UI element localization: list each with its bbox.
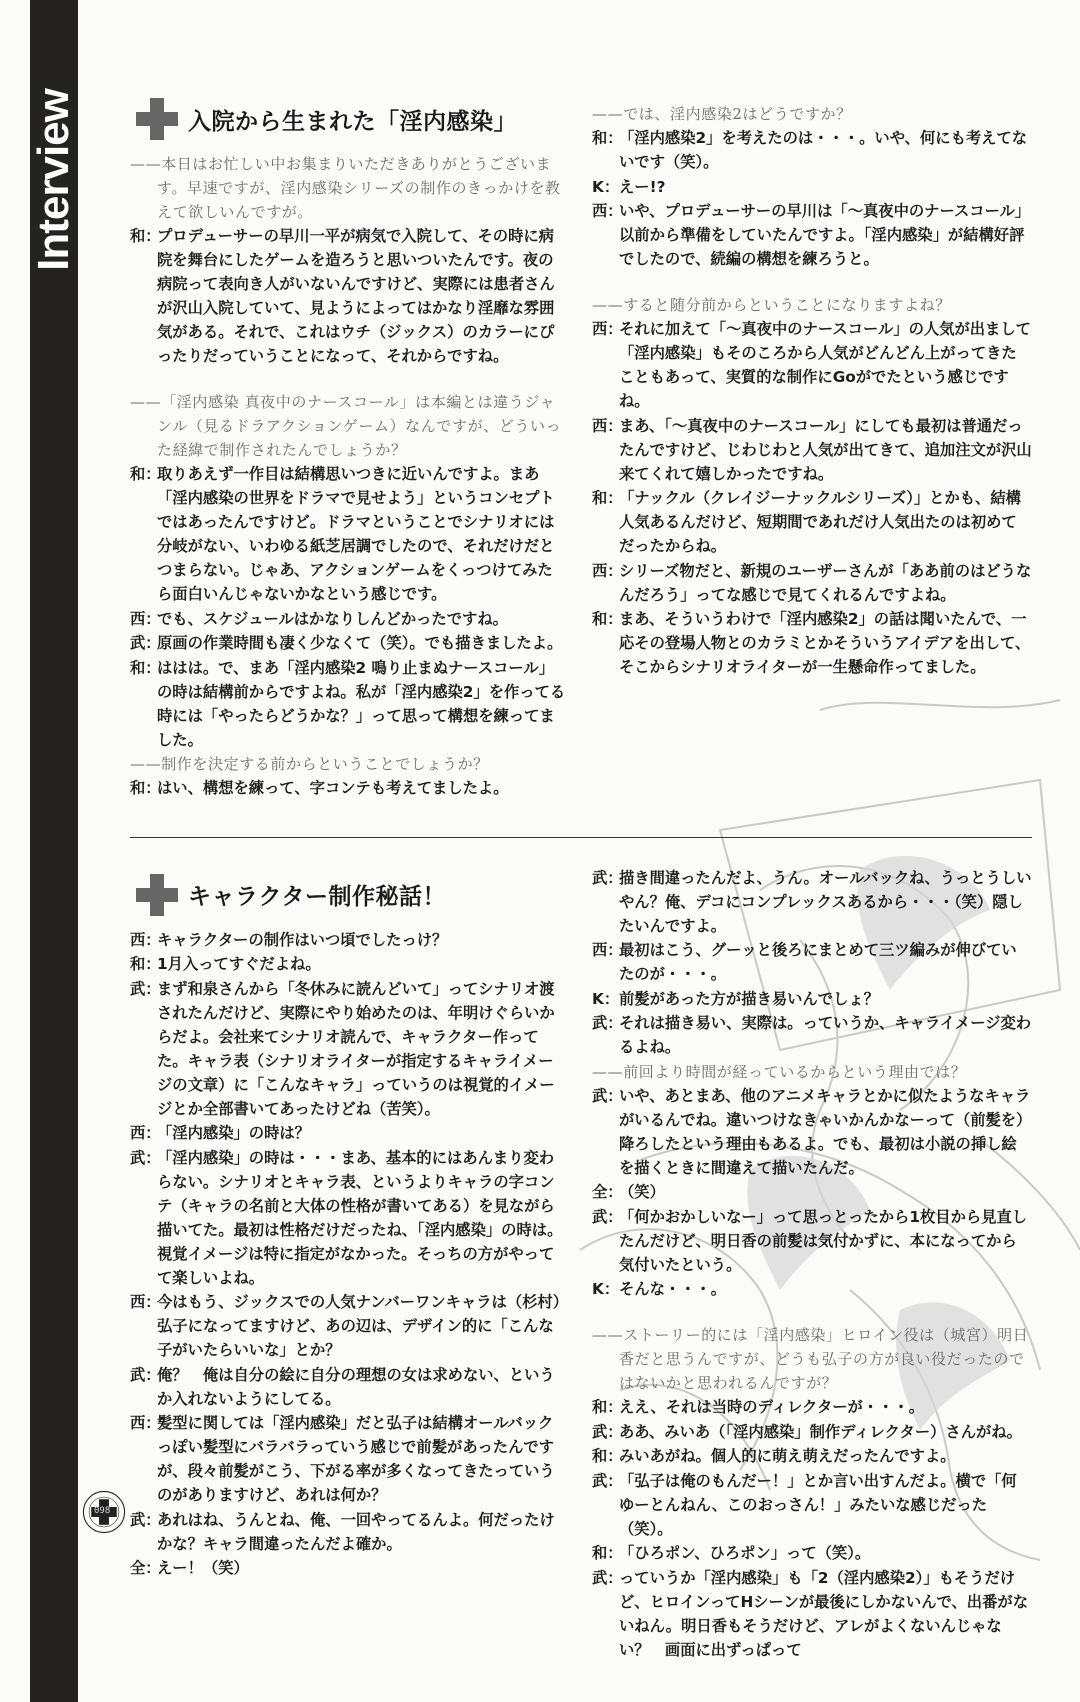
dialogue-text: （笑）	[619, 1183, 665, 1201]
dialogue-text: でも、スケジュールはかなりしんどかったですね。	[157, 609, 508, 628]
dialogue-text: 「何かおかしいなー」って思っとったから1枚目から見直したんだけど、明日香の前髪は気付かずに、本になってから気付いたという。	[619, 1207, 1028, 1274]
speaker-label: 和：	[130, 227, 161, 245]
speaker-label: 西：	[130, 1414, 161, 1432]
dialogue-entry	[592, 1566, 1032, 1662]
dialogue-text: そんな・・・。	[619, 1280, 727, 1298]
dialogue-text: 描き間違ったんだよ、うん。オールバックね、うっとうしいやん？俺、デコにコンプレックスあるから・・・（笑）隠したいんですよ。	[619, 868, 1032, 935]
dialogue-entry	[592, 1395, 1032, 1419]
speaker-label: 西：	[592, 202, 623, 220]
dialogue-block	[592, 1323, 1032, 1662]
speaker-label: 武：	[592, 1207, 623, 1226]
dialogue-block	[592, 866, 1032, 1302]
speaker-label: 武：	[130, 1510, 161, 1529]
speaker-label: 和：	[592, 1398, 623, 1416]
speaker-label: 西：	[130, 930, 161, 949]
speaker-label: 西：	[592, 416, 623, 435]
dialogue-entry	[592, 486, 1032, 558]
dialogue-entry	[592, 1011, 1032, 1059]
dialogue-entry	[592, 607, 1032, 679]
dialogue-text: 取りあえず一作目は結構思いつきに近いんですよ。まあ「淫内感染の世界をドラマで見せよう」というコンセプトではあったんですけど。ドラマということでシナリオには分岐がない、いわゆる紙芝居調でしたので、それだけだとつまらない。じゃあ、アクションゲームをくっつけてみたら面白いんじゃないかなという感じです。	[157, 465, 555, 603]
text-column-top-right	[592, 98, 1032, 680]
dialogue-text: まず和泉さんから「冬休みに読んどいて」ってシナリオ渡されたんだけど、実際にやり始めたのは、年明けぐらいからだよ。会社来てシナリオ読んで、キャラクター作ってた。キャラ表（シナリオライターが指定するキャライメージの文章）に「こんなキャラ」っていうのは視覚的イメージとか全部書いてあったけどね（苦笑）。	[157, 979, 555, 1118]
dialogue-entry	[130, 1363, 568, 1411]
speaker-label: 西：	[592, 320, 623, 338]
text-column-top-left	[130, 98, 568, 801]
dialogue-text: 1月入ってすぐだよね。	[157, 955, 321, 973]
dialogue-entry	[592, 938, 1032, 986]
speaker-label: 武：	[592, 1568, 623, 1587]
dialogue-text: 前髪があった方が描き易いんでしょ？	[619, 989, 879, 1008]
text-column-bottom-left	[130, 874, 568, 1581]
section-title: 入院から生まれた「淫内感染」	[188, 108, 517, 135]
interviewer-question: ——「淫内感染 真夜中のナースコール」は本編とは違うジャンル（見るドラアクションゲーム）なんですが、どういった経緯で制作されたんでしょうか？	[130, 393, 562, 459]
dialogue-text: 髪型に関しては「淫内感染」だと弘子は結構オールバックっぽい髪型にバラバラっていう感じで前髪があったんですが、段々前髪がこう、下がる率が多くなってきたっていうのがありますけど、あれは何か？	[157, 1414, 555, 1504]
dialogue-text: いや、あとまあ、他のアニメキャラとかに似たようなキャラがいるんでね。違いつけなきゃいかんかなーって（前髪を）降ろしたという理由もあるよ。でも、最初は小説の挿し絵を描くときに間違えて描いたんだ。	[619, 1086, 1032, 1177]
dialogue-text: 「ナックル（クレイジーナックルシリーズ）」とかも、結構人気あるんだけど、短期間であれだけ人気出たのは初めてだったからね。	[619, 489, 1021, 555]
dialogue-block	[130, 152, 568, 368]
speaker-label: 武：	[130, 979, 161, 998]
dialogue-entry	[592, 1180, 1032, 1204]
dialogue-text: 「淫内感染2」を考えたのは・・・。いや、何にも考えてないです（笑）。	[619, 129, 1028, 171]
speaker-label: 和：	[592, 1544, 623, 1562]
dialogue-text: 俺？ 俺は自分の絵に自分の理想の女は求めない、というか入れないようにしてる。	[157, 1365, 555, 1408]
dialogue-entry	[130, 607, 568, 631]
speaker-label: 西：	[130, 609, 161, 628]
dialogue-entry	[592, 559, 1032, 607]
dialogue-text: あれはね、うんとね、俺、一回やってるんよ。何だったけかな？キャラ間違ったんだよ確か。	[157, 1510, 555, 1553]
dialogue-entry	[130, 977, 568, 1121]
dialogue-text: キャラクターの制作はいつ頃でしたっけ？	[157, 930, 448, 949]
dialogue-entry	[130, 462, 568, 606]
interviewer-question: ——すると随分前からということになりますよね？	[592, 296, 951, 314]
dialogue-entry	[592, 866, 1032, 938]
dialogue-entry	[592, 1205, 1032, 1277]
dialogue-entry	[592, 1469, 1032, 1541]
speaker-label: 西：	[130, 1293, 161, 1311]
dialogue-text: っていうか「淫内感染」も「2（淫内感染2）」もそうだけど、ヒロインってHシーンが最後にしかないんで、出番がないねん。明日香もそうだけど、アレがよくないんじゃない？ 画面に出ずっぱって	[619, 1568, 1028, 1659]
dialogue-text: はい、構想を練って、字コンテも考えてましたよ。	[157, 779, 509, 797]
dialogue-entry	[592, 1420, 1032, 1444]
dialogue-text: ははは。で、まあ「淫内感染2 鳴り止まぬナースコール」の時は結構前からですよね。私が「淫内感染2」を作ってる時には「やったらどうかな？」って思って構想を練ってました。	[157, 658, 566, 749]
section-heading-character	[136, 874, 568, 916]
dialogue-text: それに加えて「〜真夜中のナースコール」の人気が出まして「淫内感染」もそのころから人気がどんどん上がってきたこともあって、実質的な制作にGoがでたという感じですね。	[619, 320, 1031, 410]
dialogue-text: 原画の作業時間も凄く少なくて（笑）。でも描きましたよ。	[157, 634, 563, 652]
dialogue-text: まあ、そういうわけで「淫内感染2」の話は聞いたんで、一応その登場人物とのカラミとかそういうアイデアを出して、そこからシナリオライターが一生懸命作ってました。	[619, 610, 1031, 676]
dialogue-block	[592, 102, 1032, 271]
dialogue-entry	[592, 987, 1032, 1011]
dialogue-entry	[592, 199, 1032, 271]
speaker-label: 西：	[130, 1124, 161, 1142]
section-divider	[130, 837, 1032, 838]
dialogue-entry	[130, 928, 568, 952]
dialogue-text: 「ひろポン、ひろポン」って（笑）。	[619, 1544, 871, 1562]
dialogue-block	[592, 293, 1032, 679]
column-content	[130, 928, 568, 1581]
speaker-label: 和：	[130, 955, 161, 973]
dialogue-text: ええ、それは当時のディレクターが・・・。	[619, 1398, 925, 1416]
dialogue-text: 最初はこう、グーッと後ろにまとめて三ツ編みが伸びていたのが・・・。	[619, 941, 1017, 983]
dialogue-text: 「淫内感染」の時は？	[157, 1124, 310, 1142]
speaker-label: 全：	[130, 1559, 161, 1577]
speaker-label: 西：	[592, 561, 623, 580]
speaker-label: 武：	[592, 1086, 623, 1105]
interviewer-question: ——ストーリー的には「淫内感染」ヒロイン役は（城宮）明日香だと思うんですが、どうも弘子の方が良い役だったのではないかと思われるんですが？	[592, 1326, 1029, 1392]
interviewer-question: ——前回より時間が経っているからという理由では？	[592, 1062, 967, 1081]
page-number: 098	[94, 1506, 111, 1516]
speaker-label: K：	[592, 1280, 620, 1298]
dialogue-text: シリーズ物だと、新規のユーザーさんが「ああ前のはどうなんだろう」ってな感じで見てくれるんですよね。	[619, 561, 1032, 604]
interviewer-question: ——制作を決定する前からということでしょうか？	[130, 755, 489, 773]
speaker-label: 武：	[592, 1471, 623, 1490]
dialogue-entry	[592, 1541, 1032, 1565]
dialogue-entry	[130, 1121, 568, 1145]
dialogue-entry	[130, 1411, 568, 1507]
speaker-label: 武：	[130, 1148, 161, 1167]
dialogue-entry	[592, 175, 1032, 199]
cross-icon	[136, 874, 178, 916]
fanbook-seal-logo	[82, 1490, 126, 1534]
dialogue-text: プロデューサーの早川一平が病気で入院して、その時に病院を舞台にしたゲームを造ろうと思いついたんです。夜の病院って表向き人がいないんですけど、実際には患者さんが沢山入院していて、見ようによってはかなり淫靡な雰囲気がある。それで、これはウチ（ジックス）のカラーにぴったりだっていうことになって、それからですね。	[157, 227, 555, 365]
dialogue-text: えー！（笑）	[157, 1559, 249, 1577]
speaker-label: 和：	[130, 465, 161, 483]
dialogue-entry	[130, 224, 568, 368]
dialogue-entry	[592, 414, 1032, 486]
dialogue-text: 「弘子は俺のもんだー！」とか言い出すんだよ。横で「何ゆーとんねん、このおっさん！」みたいな感じだった（笑）。	[619, 1471, 1017, 1538]
dialogue-text: それは描き易い、実際は。っていうか、キャライメージ変わるよね。	[619, 1014, 1032, 1056]
dialogue-entry	[130, 1508, 568, 1556]
dialogue-entry	[130, 631, 568, 655]
speaker-label: 和：	[592, 1447, 623, 1465]
speaker-label: K：	[592, 177, 620, 196]
dialogue-text: みいあがね。個人的に萌え萌えだったんですよ。	[619, 1447, 956, 1465]
dialogue-text: 今はもう、ジックスでの人気ナンバーワンキャラは（杉村）弘子になってますけど、あの辺は、デザイン的に「こんな子がいたらいいな」とか？	[157, 1293, 561, 1359]
section-title: キャラクター制作秘話！	[188, 884, 447, 910]
dialogue-entry	[130, 1146, 568, 1290]
speaker-label: K：	[592, 989, 620, 1008]
dialogue-block	[130, 390, 568, 800]
speaker-label: 和：	[130, 779, 161, 797]
speaker-label: 武：	[592, 1422, 623, 1441]
speaker-label: 西：	[592, 941, 623, 959]
text-column-bottom-right	[592, 862, 1032, 1663]
speaker-label: 和：	[130, 658, 161, 677]
speaker-label: 和：	[592, 489, 623, 507]
dialogue-entry	[130, 1290, 568, 1362]
interviewer-question: ——本日はお忙しい中お集まりいただきありがとうございます。早速ですが、淫内感染シリーズの制作のきっかけを教えて欲しいんですが。	[130, 155, 561, 221]
dialogue-entry	[130, 776, 568, 800]
cross-icon	[136, 98, 178, 140]
interviewer-question: ——では、淫内感染2はどうですか？	[592, 105, 852, 123]
dialogue-text: ああ、みいあ（「淫内感染」制作ディレクター）さんがね。	[619, 1422, 1022, 1441]
speaker-label: 全：	[592, 1183, 623, 1201]
speaker-label: 武：	[592, 1014, 623, 1032]
sidebar-title: Interview	[29, 89, 78, 271]
section-character	[130, 868, 1032, 1663]
dialogue-entry	[592, 317, 1032, 413]
dialogue-entry	[130, 1556, 568, 1580]
dialogue-text: えー!?	[619, 177, 666, 196]
speaker-label: 和：	[592, 129, 623, 147]
dialogue-text: いや、プロデューサーの早川は「〜真夜中のナースコール」以前から準備をしていたんですよ。「淫内感染」が結構好評でしたので、続編の構想を練ろうと。	[619, 202, 1031, 268]
speaker-label: 武：	[130, 1365, 161, 1384]
dialogue-entry	[592, 1084, 1032, 1180]
dialogue-entry	[592, 1444, 1032, 1468]
dialogue-entry	[592, 126, 1032, 174]
dialogue-text: 「淫内感染」の時は・・・まあ、基本的にはあんまり変わらない。シナリオとキャラ表、というよりキャラの字コンテ（キャラの名前と大体の性格が書いてある）を見ながら描いてた。最初は性格だけだったね、「淫内感染」の時は。視覚イメージは特に指定がなかった。そっちの方がやってて楽しいよね。	[157, 1148, 563, 1287]
speaker-label: 和：	[592, 610, 623, 628]
dialogue-entry	[130, 656, 568, 752]
column-content	[130, 152, 568, 800]
speaker-label: 武：	[130, 634, 161, 652]
dialogue-entry	[130, 952, 568, 976]
section-hospital	[130, 98, 1032, 801]
dialogue-text: まあ、「〜真夜中のナースコール」にしても最初は普通だったんですけど、じわじわと人気が出てきて、追加注文が沢山来てくれて嬉しかったですね。	[619, 416, 1032, 483]
article-body	[130, 0, 1032, 1702]
dialogue-block	[130, 928, 568, 1581]
speaker-label: 武：	[592, 868, 623, 887]
section-heading-hospital	[136, 98, 568, 140]
dialogue-entry	[592, 1277, 1032, 1301]
